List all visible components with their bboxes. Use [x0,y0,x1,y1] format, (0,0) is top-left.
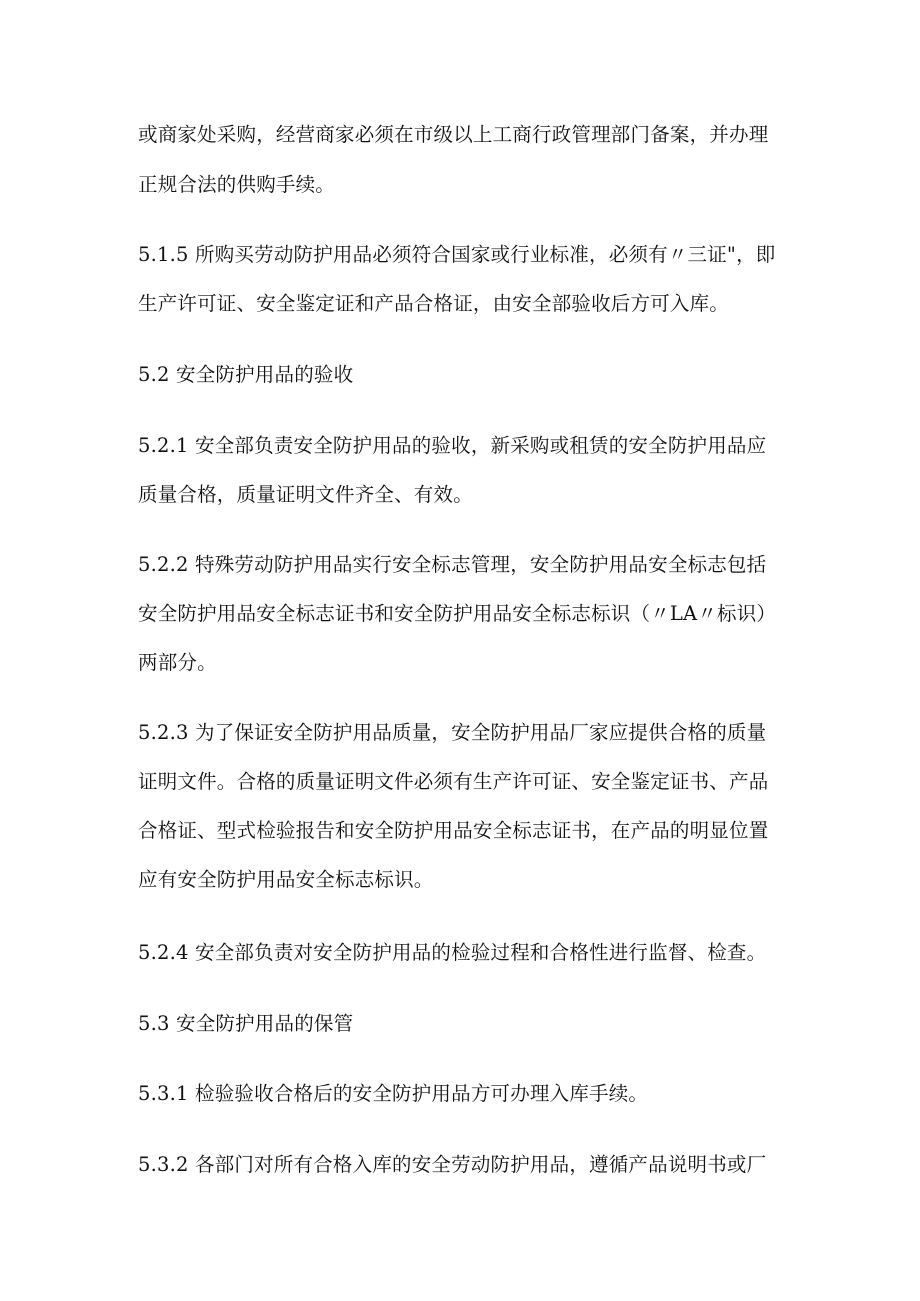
paragraph-line: 或商家处采购，经营商家必须在市级以上工商行政管理部门备案，并办理 [138,123,769,146]
paragraph-line: 5.3.1 检验验收合格后的安全防护用品方可办理入库手续。 [138,1082,649,1105]
paragraph-line: 安全防护用品安全标志证书和安全防护用品安全标志标识（〃LA〃标识） [138,602,777,625]
paragraph-line: 两部分。 [138,651,217,674]
paragraph-line: 5.3.2 各部门对所有合格入库的安全劳动防护用品，遵循产品说明书或厂 [138,1153,767,1176]
section-heading: 5.2 安全防护用品的验收 [138,363,354,386]
paragraph-line: 证明文件。合格的质量证明文件必须有生产许可证、安全鉴定证书、产品 [138,770,769,793]
paragraph-line: 应有安全防护用品安全标志标识。 [138,868,434,891]
paragraph-line: 合格证、型式检验报告和安全防护用品安全标志证书，在产品的明显位置 [138,819,769,842]
paragraph-line: 5.2.2 特殊劳动防护用品实行安全标志管理，安全防护用品安全标志包括 [138,553,767,576]
paragraph-line: 5.2.3 为了保证安全防护用品质量，安全防护用品厂家应提供合格的质量 [138,721,767,744]
paragraph-line: 生产许可证、安全鉴定证和产品合格证，由安全部验收后方可入库。 [138,292,730,315]
section-heading: 5.3 安全防护用品的保管 [138,1012,354,1035]
paragraph-line: 5.2.4 安全部负责对安全防护用品的检验过程和合格性进行监督、检查。 [138,941,767,964]
paragraph-line: 正规合法的供购手续。 [138,173,336,196]
paragraph-line: 质量合格，质量证明文件齐全、有效。 [138,483,473,506]
paragraph-line: 5.1.5 所购买劳动防护用品必须符合国家或行业标准，必须有〃三证"，即 [138,243,776,266]
paragraph-line: 5.2.1 安全部负责安全防护用品的验收，新采购或租赁的安全防护用品应 [138,434,767,457]
